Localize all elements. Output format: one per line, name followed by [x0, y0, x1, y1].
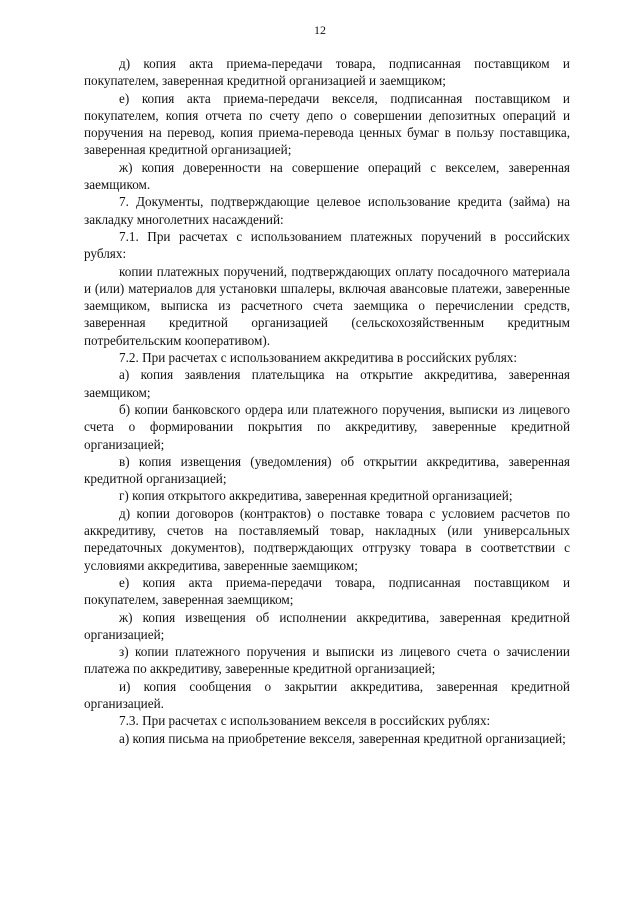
paragraph: 7.2. При расчетах с использованием аккредитива в российских рублях: [119, 350, 518, 366]
paragraph: б) копии банковского ордера или платежного поручения, выписки из лицевого счета о формировании покрытия по аккредитиву, заверенные кредитной организацией; [84, 401, 570, 452]
document-body [84, 55, 570, 747]
paragraph: 7.3. При расчетах с использованием векселя в российских рублях: [119, 713, 491, 729]
paragraph: д) копии договоров (контрактов) о поставке товара с условием расчетов по аккредитиву, счетов на поставляемый товар, накладных (или универсальных передаточных документов), подтверждающих отгрузку товара в соответствии с условиями аккредитива, заверенные заемщиком; [84, 505, 570, 573]
paragraph: и) копия сообщения о закрытии аккредитива, заверенная кредитной организацией. [84, 678, 570, 711]
paragraph: з) копии платежного поручения и выписки из лицевого счета о зачислении платежа по аккредитиву, заверенные кредитной организацией; [84, 644, 570, 677]
paragraph: в) копия извещения (уведомления) об открытии аккредитива, заверенная кредитной организацией; [84, 453, 570, 487]
paragraph: г) копия открытого аккредитива, заверенная кредитной организацией; [119, 488, 513, 504]
page-number: 12 [314, 23, 326, 37]
paragraph: 7. Документы, подтверждающие целевое использование кредита (займа) на закладку многолетних насаждений: [84, 194, 570, 227]
paragraph: 7.1. При расчетах с использованием платежных поручений в российских рублях: [84, 228, 570, 262]
paragraph: копии платежных поручений, подтверждающих оплату посадочного материала и (или) материалов для установки шпалеры, включая авансовые платежи, заверенные заемщиком, выписка из расчетного счета заемщика о перечислении средств, заверенная кредитной организацией (сельскохозяйственным кредитным потребительским кооперативом). [84, 263, 570, 348]
paragraph: д) копия акта приема-передачи товара, подписанная поставщиком и покупателем, заверенная кредитной организацией и заемщиком; [84, 56, 570, 89]
paragraph: е) копия акта приема-передачи векселя, подписанная поставщиком и покупателем, копия отчета по счету депо о совершении депозитных операций и поручения на перевод, копия приема-перевода ценных бумаг в пользу поставщика, заверенная кредитной организацией; [84, 90, 570, 158]
paragraph: ж) копия извещения об исполнении аккредитива, заверенная кредитной организацией; [84, 609, 570, 642]
paragraph: а) копия заявления плательщика на открытие аккредитива, заверенная заемщиком; [84, 367, 570, 400]
paragraph: е) копия акта приема-передачи товара, подписанная поставщиком и покупателем, заверенная заемщиком; [84, 574, 570, 608]
paragraph: а) копия письма на приобретение векселя, заверенная кредитной организацией; [119, 730, 566, 746]
paragraph: ж) копия доверенности на совершение операций с векселем, заверенная заемщиком. [84, 159, 570, 193]
